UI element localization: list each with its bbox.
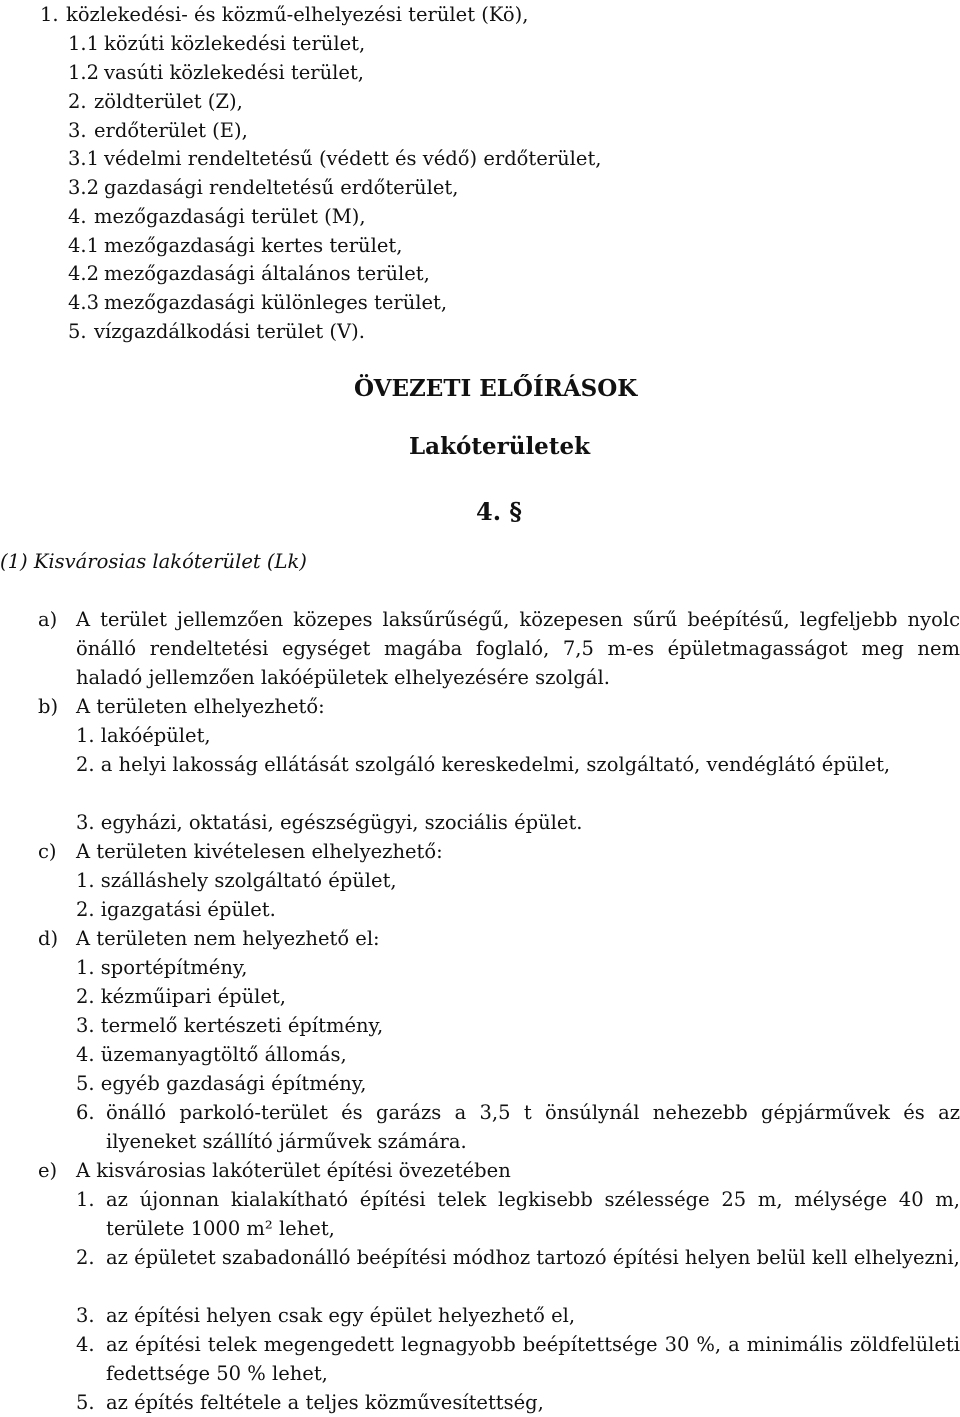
- list-num: 4.3: [68, 291, 100, 314]
- list-item: 1. szálláshely szolgáltató épület,: [76, 869, 397, 892]
- list-num: 6.: [76, 1101, 95, 1124]
- point-label: e): [38, 1159, 58, 1182]
- point-b-text: A területen elhelyezhető:: [76, 695, 325, 718]
- section-number: 4. §: [476, 497, 522, 526]
- list-text: közúti közlekedési terület,: [104, 32, 366, 55]
- list-num: 4.: [76, 1333, 95, 1356]
- list-item: 1. lakóépület,: [76, 724, 211, 747]
- list-text: vízgazdálkodási terület (V).: [94, 320, 365, 343]
- list-item: 5. egyéb gazdasági építmény,: [76, 1072, 367, 1095]
- list-item: az építési telek megengedett legnagyobb beépítettsége 30 %, a minimális zöldfelületi fedettsége 50 % lehet,: [106, 1333, 960, 1385]
- list-item: az építési helyen csak egy épület helyezhető el,: [106, 1304, 576, 1327]
- list-text: vasúti közlekedési terület,: [104, 61, 364, 84]
- list-num: 1.2: [68, 61, 100, 84]
- point-a-text: A terület jellemzően közepes laksűrűségű, közepesen sűrű beépítésű, legfeljebb nyolc önálló rendeltetési egységet magába foglaló, 7,5 m-es épületmagasságot meg nem haladó jellemzően lakóépületek elhelyezésére szolgál.: [76, 608, 960, 689]
- list-num: 1.: [76, 1188, 95, 1211]
- list-num: 4.2: [68, 262, 100, 285]
- list-num: 3.: [68, 119, 87, 142]
- point-e-text: A kisvárosias lakóterület építési övezetében: [76, 1159, 511, 1182]
- list-item: 3. egyházi, oktatási, egészségügyi, szociális épület.: [76, 811, 583, 834]
- list-num: 3.2: [68, 176, 100, 199]
- list-num: 2.: [68, 90, 87, 113]
- list-item: 2. a helyi lakosság ellátását szolgáló kereskedelmi, szolgáltató, vendéglátó épület,: [76, 753, 891, 776]
- list-item: 2. kézműipari épület,: [76, 985, 286, 1008]
- list-item: 3. termelő kertészeti építmény,: [76, 1014, 384, 1037]
- list-text: zöldterület (Z),: [94, 90, 243, 113]
- list-text: mezőgazdasági általános terület,: [104, 262, 430, 285]
- list-num: 3.: [76, 1304, 95, 1327]
- subsection-title: (1) Kisvárosias lakóterület (Lk): [0, 550, 307, 573]
- list-text: mezőgazdasági különleges terület,: [104, 291, 448, 314]
- list-item: 4. üzemanyagtöltő állomás,: [76, 1043, 347, 1066]
- list-item: 1. sportépítmény,: [76, 956, 248, 979]
- list-num: 1.1: [68, 32, 100, 55]
- list-item: az újonnan kialakítható építési telek legkisebb szélessége 25 m, mélysége 40 m, területe 1000 m² lehet,: [106, 1188, 960, 1240]
- list-num: 5.: [76, 1391, 95, 1414]
- point-label: d): [38, 927, 59, 950]
- list-num: 3.1: [68, 147, 100, 170]
- list-item: az építés feltétele a teljes közművesítettség,: [106, 1391, 544, 1414]
- list-num: 2.: [76, 1246, 95, 1269]
- list-item: önálló parkoló-terület és garázs a 3,5 t önsúlynál nehezebb gépjárművek és az ilyeneket szállító járművek számára.: [106, 1101, 960, 1153]
- zoning-heading: ÖVEZETI ELŐÍRÁSOK: [354, 375, 638, 402]
- list-item: az épületet szabadonálló beépítési módhoz tartozó építési helyen belül kell elhelyezni,: [106, 1246, 960, 1269]
- point-label: a): [38, 608, 58, 631]
- point-label: b): [38, 695, 59, 718]
- list-text: mezőgazdasági terület (M),: [94, 205, 366, 228]
- list-text: gazdasági rendeltetésű erdőterület,: [104, 176, 459, 199]
- point-d-text: A területen nem helyezhető el:: [76, 927, 380, 950]
- list-text: közlekedési- és közmű-elhelyezési terület (Kö),: [66, 3, 529, 26]
- list-text: mezőgazdasági kertes terület,: [104, 234, 403, 257]
- residential-heading: Lakóterületek: [409, 433, 591, 460]
- list-num: 5.: [68, 320, 87, 343]
- point-c-text: A területen kivételesen elhelyezhető:: [76, 840, 443, 863]
- list-item: 2. igazgatási épület.: [76, 898, 276, 921]
- list-text: erdőterület (E),: [94, 119, 248, 142]
- list-text: védelmi rendeltetésű (védett és védő) erdőterület,: [104, 147, 602, 170]
- list-num: 1.: [40, 3, 59, 26]
- list-num: 4.1: [68, 234, 100, 257]
- point-label: c): [38, 840, 57, 863]
- list-num: 4.: [68, 205, 87, 228]
